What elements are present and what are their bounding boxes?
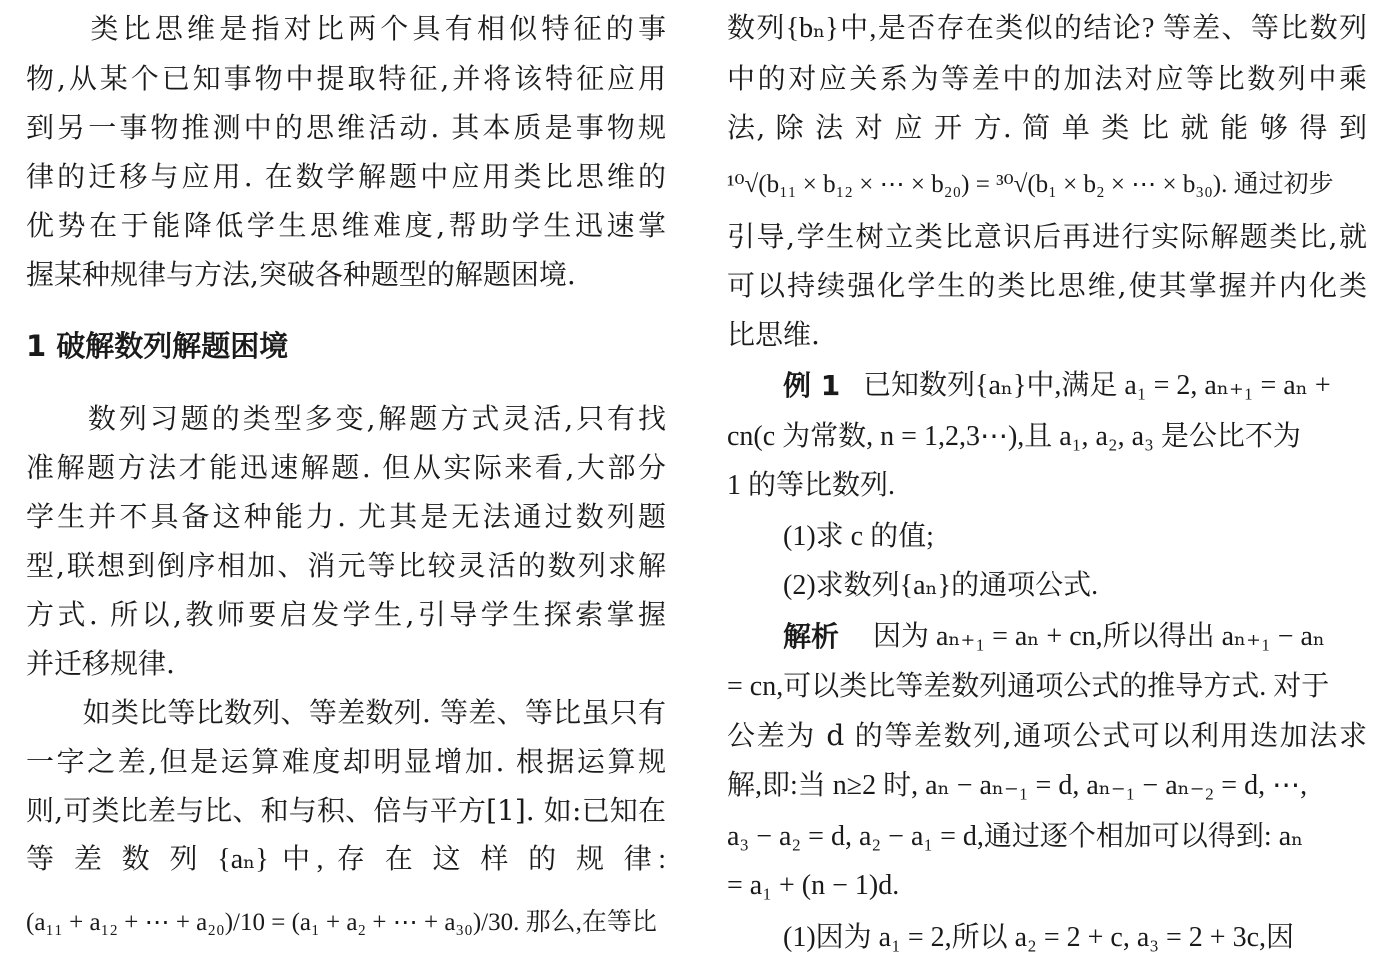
analysis-text: = a₁ + (n − 1)d.	[727, 870, 900, 901]
body-text-line: 则,可类比差与比、和与积、倍与平方[1]. 如:已知在	[26, 794, 666, 827]
body-text-line: 到另一事物推测中的思维活动. 其本质是事物规	[26, 111, 666, 144]
analysis-text: = cn,可以类比等差数列通项公式的推导方式. 对于	[727, 671, 1330, 702]
body-text-line: 等 差 数 列 {aₙ} 中, 存 在 这 样 的 规 律:	[26, 844, 666, 875]
analysis-text: 公差为 d 的等差数列,通项公式可以利用迭加法求	[727, 719, 1367, 752]
body-text-line: 数列习题的类型多变,解题方式灵活,只有找	[26, 402, 666, 435]
analysis-text: 解,即:当 n≥2 时, aₙ − aₙ₋₁ = d, aₙ₋₁ − aₙ₋₂ = d, ⋯,	[727, 770, 1308, 801]
body-text-line: 学生并不具备这种能力. 尤其是无法通过数列题	[26, 500, 666, 533]
example-label: 例 1	[783, 369, 841, 402]
body-text-line: 并迁移规律.	[26, 647, 175, 680]
example-text: 已知数列{aₙ}中,满足 a₁ = 2, aₙ₊₁ = aₙ +	[863, 370, 1331, 401]
body-text-line: 方式. 所以,教师要启发学生,引导学生探索掌握	[26, 598, 666, 631]
body-text-line: 准解题方法才能迅速解题. 但从实际来看,大部分	[26, 451, 666, 484]
analysis-text: 因为 aₙ₊₁ = aₙ + cn,所以得出 aₙ₊₁ − aₙ	[873, 621, 1326, 652]
example-text: cn(c 为常数, n = 1,2,3⋯),且 a₁, a₂, a₃ 是公比不为	[727, 421, 1301, 452]
body-text-line: 中的对应关系为等差中的加法对应等比数列中乘	[727, 62, 1367, 95]
question-1: (1)求 c 的值;	[783, 521, 934, 552]
section-heading: 1 破解数列解题困境	[26, 329, 289, 363]
body-text-line: 物,从某个已知事物中提取特征,并将该特征应用	[26, 62, 666, 95]
body-text-line: 一字之差,但是运算难度却明显增加. 根据运算规	[26, 745, 666, 778]
analysis-text: a₃ − a₂ = d, a₂ − a₁ = d,通过逐个相加可以得到: aₙ	[727, 821, 1304, 852]
body-text-line: 可以持续强化学生的类比思维,使其掌握并内化类	[727, 269, 1367, 302]
analysis-label: 解析	[783, 620, 840, 653]
body-text-line: 引导,学生树立类比意识后再进行实际解题类比,就	[727, 220, 1367, 253]
body-text-line: 数列{bₙ}中,是否存在类似的结论? 等差、等比数列	[727, 13, 1367, 44]
body-text-line: 律的迁移与应用. 在数学解题中应用类比思维的	[26, 160, 666, 193]
body-text-line: 如类比等比数列、等差数列. 等差、等比虽只有	[26, 696, 666, 729]
body-text-line: 类比思维是指对比两个具有相似特征的事	[26, 12, 666, 45]
body-text-line: 比思维.	[727, 318, 820, 351]
body-text-line: 优势在于能降低学生思维难度,帮助学生迅速掌	[26, 209, 666, 242]
body-text-line: 法, 除 法 对 应 开 方. 简 单 类 比 就 能 够 得 到	[727, 111, 1367, 144]
solution-text: (1)因为 a₁ = 2,所以 a₂ = 2 + c, a₃ = 2 + 3c,因	[783, 922, 1295, 953]
math-formula: ¹⁰√(b₁₁ × b₁₂ × ⋯ × b₂₀) = ³⁰√(b₁ × b₂ × ⋯ × b₃₀). 通过初步	[727, 171, 1334, 198]
question-2: (2)求数列{aₙ}的通项公式.	[783, 570, 1099, 601]
example-text: 1 的等比数列.	[727, 470, 896, 501]
body-text-line: 型,联想到倒序相加、消元等比较灵活的数列求解	[26, 549, 666, 582]
math-formula: (a₁₁ + a₁₂ + ⋯ + a₂₀)/10 = (a₁ + a₂ + ⋯ + a₃₀)/30. 那么,在等比	[26, 909, 657, 936]
body-text-line: 握某种规律与方法,突破各种题型的解题困境.	[26, 258, 576, 291]
